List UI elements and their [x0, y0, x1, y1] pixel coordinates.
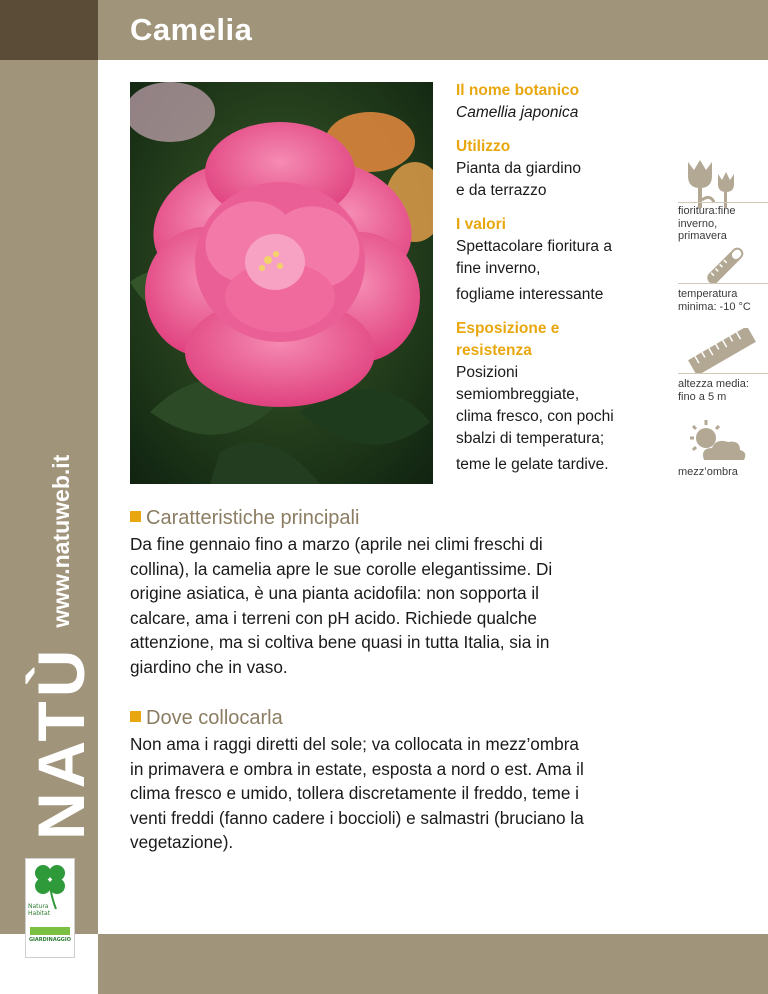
section-heading-features: Caratteristiche principali — [130, 506, 359, 530]
logo-text-secondary: GIARDINAGGIO — [28, 937, 72, 943]
flowering-caption: fioritura:fine inverno, primavera — [678, 205, 736, 242]
header-bar — [0, 0, 768, 60]
values-line: fine inverno, — [456, 260, 541, 277]
page-title: Camelia — [130, 12, 253, 47]
exposure-line: sbalzi di temperatura; — [456, 430, 605, 447]
section-heading-placement: Dove collocarla — [130, 706, 283, 730]
exposure-line: teme le gelate tardive. — [456, 456, 609, 473]
sun-cloud-icon — [684, 418, 748, 464]
plant-info — [456, 80, 666, 476]
botanical-heading: Il nome botanico — [456, 82, 580, 99]
icon-divider — [678, 283, 768, 284]
brand-vertical — [24, 454, 98, 840]
camellia-photo — [130, 82, 433, 484]
features-paragraph: Da fine gennaio fino a marzo (aprile nei climi freschi di collina), la camelia apre le sue corolle elegantissime. Di origine asiatica, è una pianta acidofila: non sopporta il calcare, ama i terreni con pH acido. Richiede qualche attenzione, ma si coltiva bene quasi in tutta Italia, sia in giardino che in vaso. — [130, 534, 553, 677]
use-heading: Utilizzo — [456, 138, 511, 155]
exposure-heading: resistenza — [456, 342, 532, 359]
clover-logo — [25, 858, 75, 958]
logo-text: Natura Habitat — [28, 903, 51, 917]
icon-divider — [678, 373, 768, 374]
clover-icon — [26, 859, 74, 939]
exposure-line: clima fresco, con pochi — [456, 408, 614, 425]
ruler-icon — [686, 328, 758, 374]
thermometer-icon — [696, 245, 756, 285]
header-corner — [0, 0, 98, 60]
placement-paragraph: Non ama i raggi diretti del sole; va collocata in mezz’ombra in primavera e ombra in estate, esposta a nord o est. Ama il clima fresco e umido, tollera discretamente il freddo, teme i venti freddi (fanno cadere i boccioli) e salmastri (bruciano la vegetazione). — [130, 734, 584, 852]
exposure-line: Posizioni — [456, 364, 519, 381]
brand-website[interactable]: www.natuweb.it — [47, 454, 74, 628]
use-line: e da terrazzo — [456, 182, 547, 199]
bullet-square — [130, 711, 141, 722]
values-line: Spettacolare fioritura a — [456, 238, 612, 255]
icon-divider — [678, 202, 768, 203]
bullet-square — [130, 511, 141, 522]
camellia-flower-image — [130, 82, 433, 484]
exposure-heading: Esposizione e — [456, 320, 560, 337]
brand-name: NATÙ — [24, 645, 98, 840]
exposure-caption: mezz’ombra — [678, 466, 738, 478]
exposure-line: semiombreggiate, — [456, 386, 580, 403]
values-heading: I valori — [456, 216, 506, 233]
use-line: Pianta da giardino — [456, 160, 581, 177]
footer-bar — [98, 934, 768, 994]
temperature-caption: temperatura minima: -10 °C — [678, 288, 751, 313]
botanical-name: Camellia japonica — [456, 104, 579, 121]
values-line: fogliame interessante — [456, 286, 604, 303]
height-caption: altezza media: fino a 5 m — [678, 378, 749, 403]
